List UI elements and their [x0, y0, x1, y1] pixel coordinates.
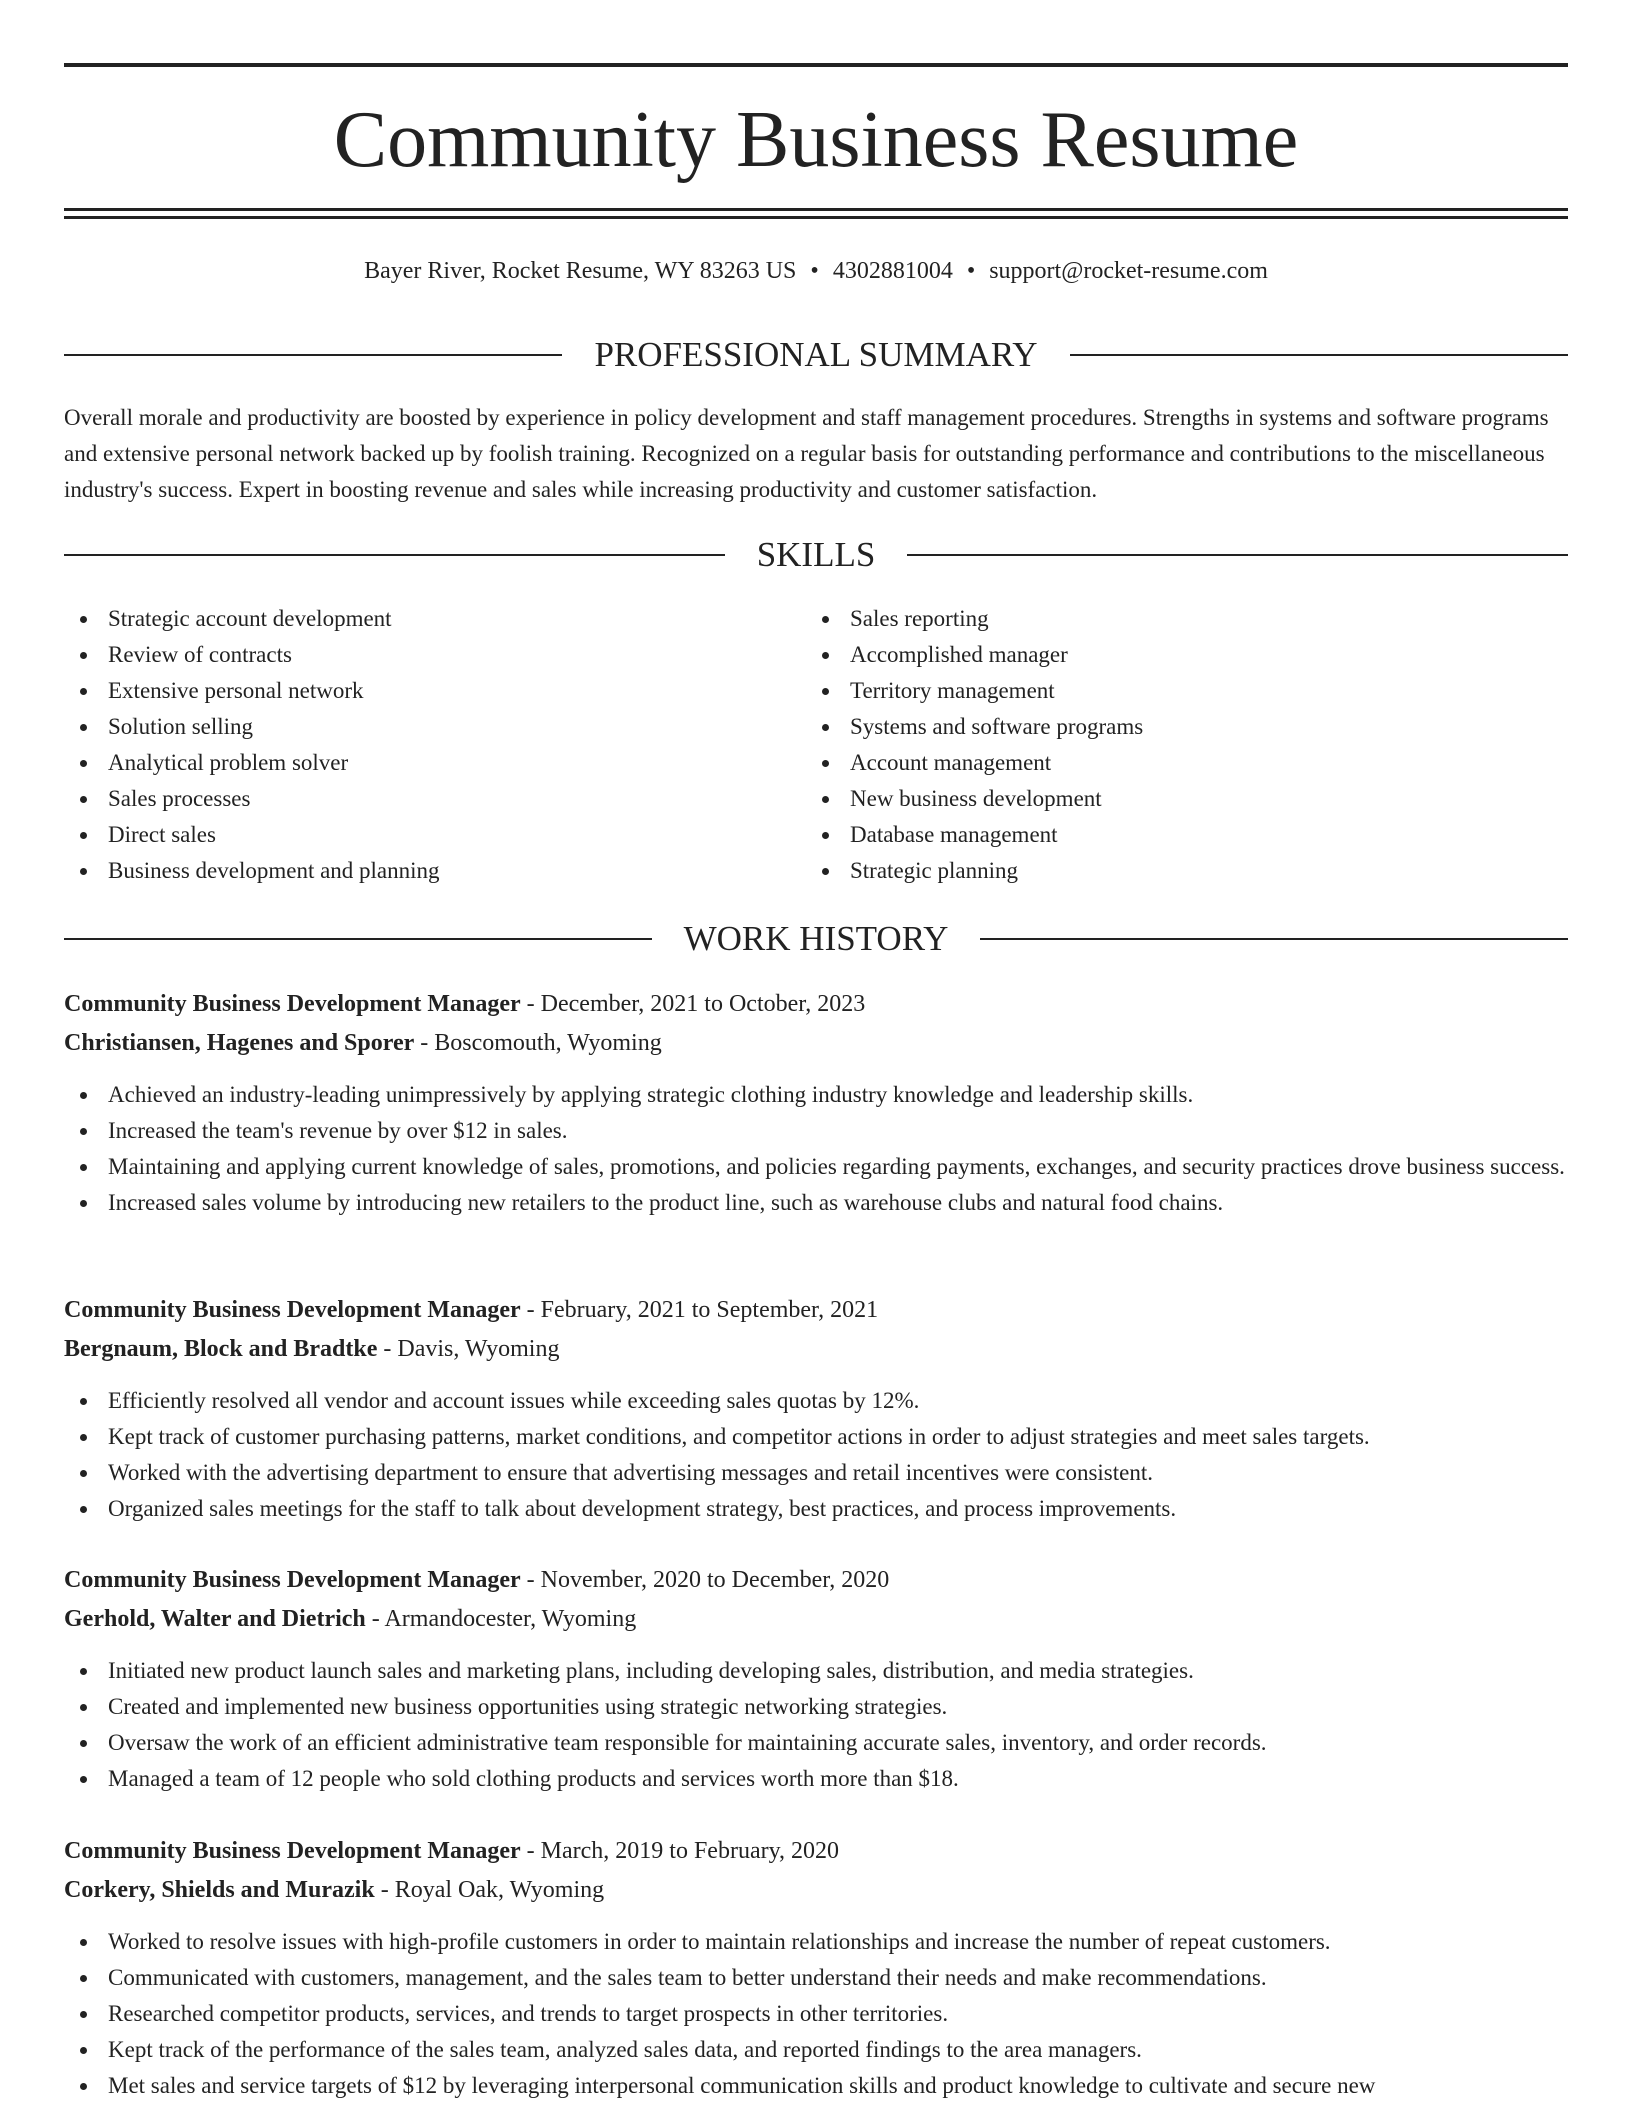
- job-bullets: [64, 1653, 1568, 1797]
- job-bullet: Increased sales volume by introducing new retailers to the product line, such as warehouse clubs and natural food chains.: [64, 1185, 1568, 1221]
- job-location: - Boscomouth, Wyoming: [414, 1030, 662, 1056]
- skill-item: Extensive personal network: [64, 673, 804, 709]
- skill-item: Territory management: [806, 673, 1546, 709]
- job-bullet: Created and implemented new business opportunities using strategic networking strategies.: [64, 1689, 1568, 1725]
- job-bullet: Initiated new product launch sales and marketing plans, including developing sales, distribution, and media strategies.: [64, 1653, 1568, 1689]
- job-title: Community Business Development Manager: [64, 1838, 521, 1864]
- job-title: Community Business Development Manager: [64, 1567, 521, 1593]
- job-bullet: Researched competitor products, services, and trends to target prospects in other territories.: [64, 1996, 1568, 2032]
- contact-address: Bayer River, Rocket Resume, WY 83263 US: [364, 258, 797, 284]
- job-entry: [64, 1561, 1568, 1797]
- job-bullet: Efficiently resolved all vendor and account issues while exceeding sales quotas by 12%.: [64, 1383, 1568, 1419]
- job-bullets: [64, 1383, 1568, 1527]
- job-bullet: Kept track of the performance of the sales team, analyzed sales data, and reported findings to the area managers.: [64, 2032, 1568, 2068]
- job-company-line: [64, 1600, 1568, 1639]
- skill-item: Analytical problem solver: [64, 745, 804, 781]
- job-company: Christiansen, Hagenes and Sporer: [64, 1030, 415, 1056]
- job-bullet: Maintaining and applying current knowledge of sales, promotions, and policies regarding payments, exchanges, and security practices drove business success.: [64, 1149, 1568, 1185]
- job-bullet: Met sales and service targets of $12 by leveraging interpersonal communication skills and product knowledge to cultivate and secure new: [64, 2068, 1568, 2104]
- contact-line: [64, 255, 1568, 287]
- skill-item: Systems and software programs: [806, 709, 1546, 745]
- job-dates: - February, 2021 to September, 2021: [520, 1297, 879, 1323]
- job-title: Community Business Development Manager: [64, 1297, 521, 1323]
- contact-email: support@rocket-resume.com: [989, 258, 1268, 284]
- job-dates: - November, 2020 to December, 2020: [520, 1567, 890, 1593]
- job-entry: [64, 1291, 1568, 1527]
- job-title-line: [64, 1561, 1568, 1600]
- summary-heading: [64, 333, 1568, 377]
- heading-rule-right: [907, 554, 1568, 556]
- job-location: - Royal Oak, Wyoming: [374, 1877, 605, 1903]
- skill-item: Solution selling: [64, 709, 804, 745]
- skill-item: Sales processes: [64, 781, 804, 817]
- job-title-line: [64, 1832, 1568, 1871]
- job-bullet: Increased the team's revenue by over $12 in sales.: [64, 1113, 1568, 1149]
- job-company: Corkery, Shields and Murazik: [64, 1877, 375, 1903]
- heading-rule-right: [1070, 354, 1568, 356]
- job-entry: [64, 985, 1568, 1221]
- work-history-heading: [64, 917, 1568, 961]
- contact-phone: 4302881004: [832, 258, 953, 284]
- skill-item: Sales reporting: [806, 601, 1546, 637]
- job-bullet: Managed a team of 12 people who sold clothing products and services worth more than $18.: [64, 1761, 1568, 1797]
- job-bullet: Worked with the advertising department to ensure that advertising messages and retail incentives were consistent.: [64, 1455, 1568, 1491]
- job-bullet: Kept track of customer purchasing patterns, market conditions, and competitor actions in order to adjust strategies and meet sales targets.: [64, 1419, 1568, 1455]
- section-title: SKILLS: [756, 535, 876, 574]
- skill-item: Database management: [806, 817, 1546, 853]
- skill-item: Direct sales: [64, 817, 804, 853]
- title-rule-lower: [64, 216, 1568, 219]
- job-location: - Davis, Wyoming: [377, 1336, 560, 1362]
- top-rule: [64, 63, 1568, 67]
- skill-item: Business development and planning: [64, 853, 804, 889]
- heading-rule-left: [64, 554, 725, 556]
- contact-separator: •: [810, 258, 819, 284]
- title-rule-upper: [64, 208, 1568, 211]
- skill-item: Strategic planning: [806, 853, 1546, 889]
- skill-item: Accomplished manager: [806, 637, 1546, 673]
- job-title-line: [64, 1291, 1568, 1330]
- skill-item: Review of contracts: [64, 637, 804, 673]
- job-bullet: Communicated with customers, management, and the sales team to better understand their needs and make recommendations.: [64, 1960, 1568, 1996]
- job-company-line: [64, 1330, 1568, 1369]
- job-company: Bergnaum, Block and Bradtke: [64, 1336, 378, 1362]
- job-dates: - December, 2021 to October, 2023: [520, 991, 866, 1017]
- heading-rule-left: [64, 354, 562, 356]
- job-bullet: Achieved an industry-leading unimpressively by applying strategic clothing industry knowledge and leadership skills.: [64, 1077, 1568, 1113]
- job-title-line: [64, 985, 1568, 1024]
- job-title: Community Business Development Manager: [64, 991, 521, 1017]
- heading-rule-left: [64, 938, 652, 940]
- skills-list-right: [806, 601, 1546, 889]
- job-bullet: Worked to resolve issues with high-profile customers in order to maintain relationships and increase the number of repeat customers.: [64, 1924, 1568, 1960]
- job-company-line: [64, 1871, 1568, 1910]
- skills-list-left: [64, 601, 804, 889]
- contact-separator: •: [966, 258, 976, 284]
- job-bullet: Organized sales meetings for the staff to talk about development strategy, best practices, and process improvements.: [64, 1491, 1568, 1527]
- section-title: PROFESSIONAL SUMMARY: [594, 335, 1038, 374]
- skill-item: New business development: [806, 781, 1546, 817]
- skill-item: Strategic account development: [64, 601, 804, 637]
- job-bullets: [64, 1077, 1568, 1221]
- job-entry: [64, 1832, 1568, 2104]
- skills-heading: [64, 533, 1568, 577]
- job-company-line: [64, 1024, 1568, 1063]
- job-dates: - March, 2019 to February, 2020: [520, 1838, 840, 1864]
- heading-rule-right: [980, 938, 1568, 940]
- job-bullet: Oversaw the work of an efficient administrative team responsible for maintaining accurate sales, inventory, and order records.: [64, 1725, 1568, 1761]
- job-bullets: [64, 1924, 1568, 2104]
- job-location: - Armandocester, Wyoming: [365, 1606, 637, 1632]
- skill-item: Account management: [806, 745, 1546, 781]
- summary-text: Overall morale and productivity are boosted by experience in policy development and staff management procedures. Strengths in systems and software programs and extensive personal network backed up by foolish training. Recognized on a regular basis for outstanding performance and contributions to the miscellaneous industry's success. Expert in boosting revenue and sales while increasing productivity and customer satisfaction.: [64, 405, 1549, 502]
- resume-title: Community Business Resume: [333, 96, 1299, 184]
- job-company: Gerhold, Walter and Dietrich: [64, 1606, 366, 1632]
- section-title: WORK HISTORY: [683, 919, 949, 958]
